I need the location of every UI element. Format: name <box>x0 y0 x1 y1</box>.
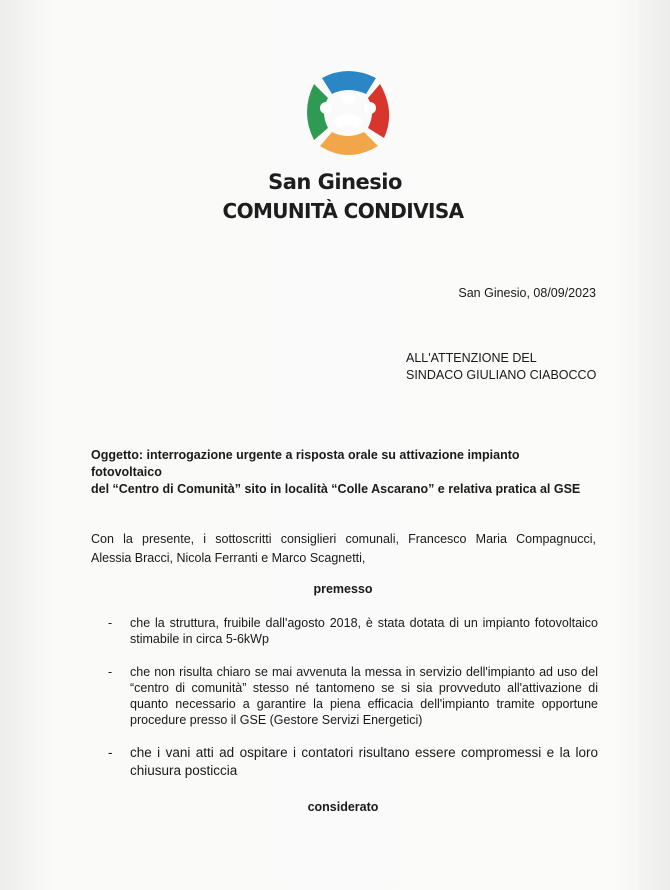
list-item <box>108 615 598 647</box>
list-item <box>108 664 598 728</box>
intro-line1: Con la presente, i sottoscritti consiglieri comunali, Francesco Maria Compagnucci, <box>91 532 596 546</box>
recipient-line1: ALL'ATTENZIONE DEL <box>406 351 537 365</box>
logo-head-right <box>364 102 376 114</box>
letter-date: San Ginesio, 08/09/2023 <box>458 286 596 300</box>
recipient-block <box>406 350 596 384</box>
logo-head-left <box>320 102 332 114</box>
recipient-line2: SINDACO GIULIANO CIABOCCO <box>406 368 597 382</box>
logo-head-top <box>342 92 354 104</box>
list-item <box>108 744 598 780</box>
subject-block <box>91 447 591 498</box>
bullet-dash: - <box>108 665 113 679</box>
heading-considerato: considerato <box>307 800 379 814</box>
bullet-text: che i vani atti ad ospitare i contatori risultano essere compromessi e la loro chiusura posticcia <box>130 745 598 778</box>
people-circle-logo <box>304 68 392 158</box>
intro-paragraph <box>91 530 596 568</box>
intro-line2: Alessia Bracci, Nicola Ferranti e Marco Scagnetti, <box>91 551 366 565</box>
bullet-dash: - <box>108 745 113 760</box>
subject-line2: del “Centro di Comunità” sito in località “Colle Ascarano” e relativa pratica al GSE <box>91 482 581 496</box>
subject-line1: Oggetto: interrogazione urgente a risposta orale su attivazione impianto fotovoltaico <box>91 448 520 479</box>
logo-orange-segment <box>320 132 378 155</box>
logo-blue-segment <box>322 71 376 94</box>
brand-name-line2: COMUNITÀ CONDIVISA <box>222 199 464 223</box>
bullet-dash: - <box>108 616 113 630</box>
heading-premesso: premesso <box>313 582 373 596</box>
brand-name-line1: San Ginesio <box>268 170 402 194</box>
bullet-text: che non risulta chiaro se mai avvenuta la messa in servizio dell'impianto ad uso del “centro di comunità” stesso né tantomeno se si sia provveduto all'attivazione di quanto necessario a garantire la piena efficacia dell'impianto tramite opportune procedure presso il GSE (Gestore Servizi Energetici) <box>130 665 598 727</box>
bullet-text: che la struttura, fruibile dall'agosto 2018, è stata dotata di un impianto fotovoltaico stimabile in circa 5-6kWp <box>130 616 598 646</box>
logo-bodies <box>334 114 362 128</box>
